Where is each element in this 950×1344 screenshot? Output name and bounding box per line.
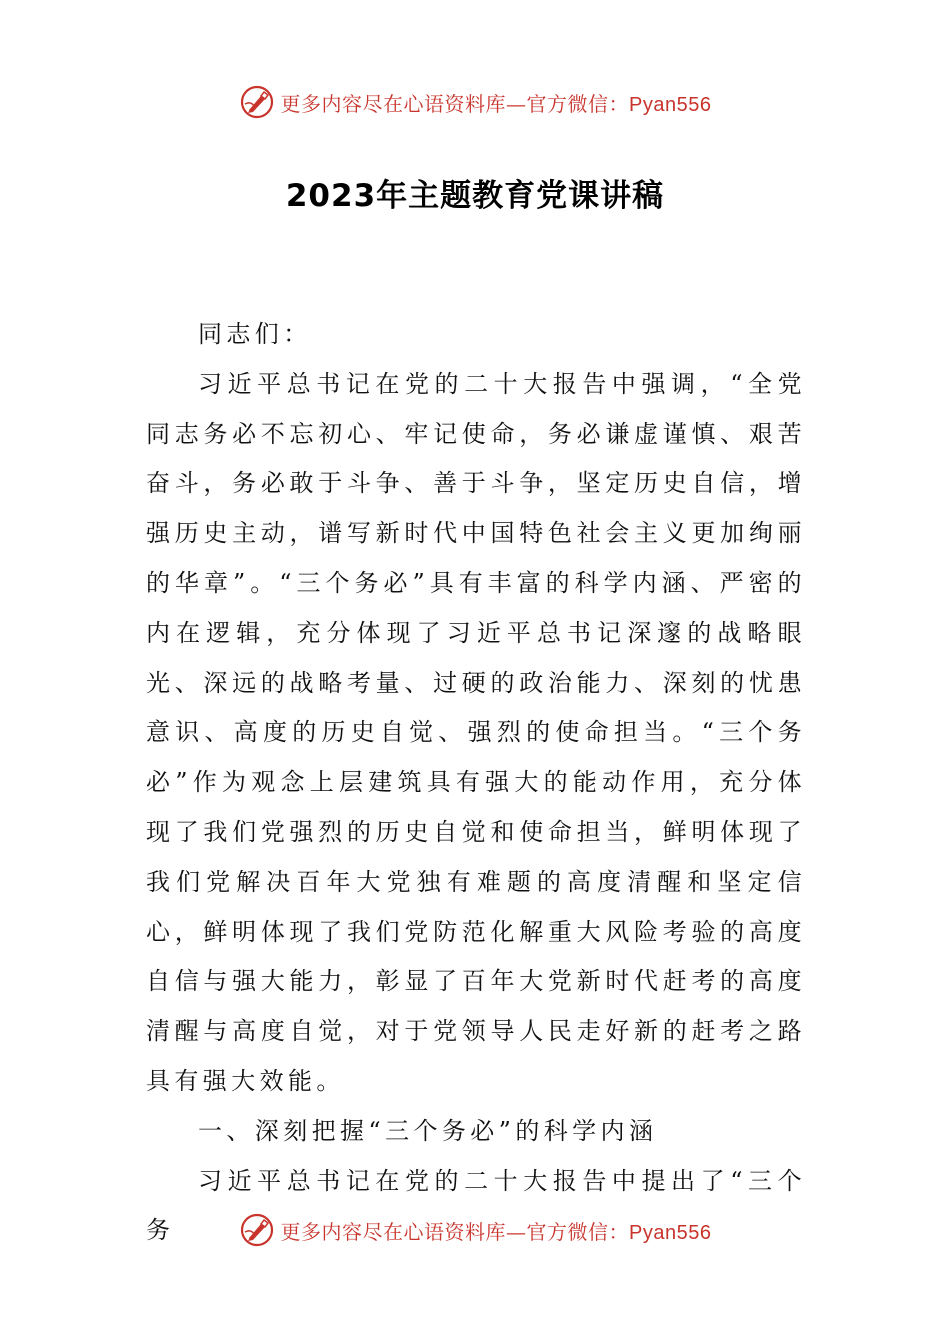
body-paragraph-continued: 习近平总书记在党的二十大报告中提出了“三个务 bbox=[146, 1166, 806, 1245]
wechat-id: Pyan556 bbox=[629, 93, 712, 116]
wechat-id: Pyan556 bbox=[629, 1221, 712, 1244]
document-body bbox=[146, 310, 806, 1256]
section-heading: 一、深刻把握“三个务必”的科学内涵 bbox=[198, 1116, 658, 1145]
banner-text: 更多内容尽在心语资料库—官方微信：Pyan556 bbox=[280, 91, 712, 116]
footer-watermark-banner bbox=[0, 1210, 950, 1250]
body-paragraph: 习近平总书记在党的二十大报告中强调，“全党同志务必不忘初心、牢记使命，务必谦虚谨慎、艰苦奋斗，务必敢于斗争、善于斗争，坚定历史自信，增强历史主动，谱写新时代中国特色社会主义更加绚丽的华章”。“三个务必”具有丰富的科学内涵、严密的内在逻辑，充分体现了习近平总书记深邃的战略眼光、深远的战略考量、过硬的政治能力、深刻的忧患意识、高度的历史自觉、强烈的使命担当。“三个务必”作为观念上层建筑具有强大的能动作用，充分体现了我们党强烈的历史自觉和使命担当，鲜明体现了我们党解决百年大党独有难题的高度清醒和坚定信心，鲜明体现了我们党防范化解重大风险考验的高度自信与强大能力，彰显了百年大党新时代赶考的高度清醒与高度自觉，对于党领导人民走好新的赶考之路具有强大效能。 bbox=[146, 369, 806, 1095]
document-title: 2023年主题教育党课讲稿 bbox=[285, 178, 665, 214]
header-watermark-banner bbox=[0, 82, 950, 122]
banner-text: 更多内容尽在心语资料库—官方微信：Pyan556 bbox=[280, 1219, 712, 1244]
pen-nib-logo-icon bbox=[239, 1212, 275, 1248]
greeting: 同志们： bbox=[198, 320, 312, 348]
pen-nib-logo-icon bbox=[239, 84, 275, 120]
